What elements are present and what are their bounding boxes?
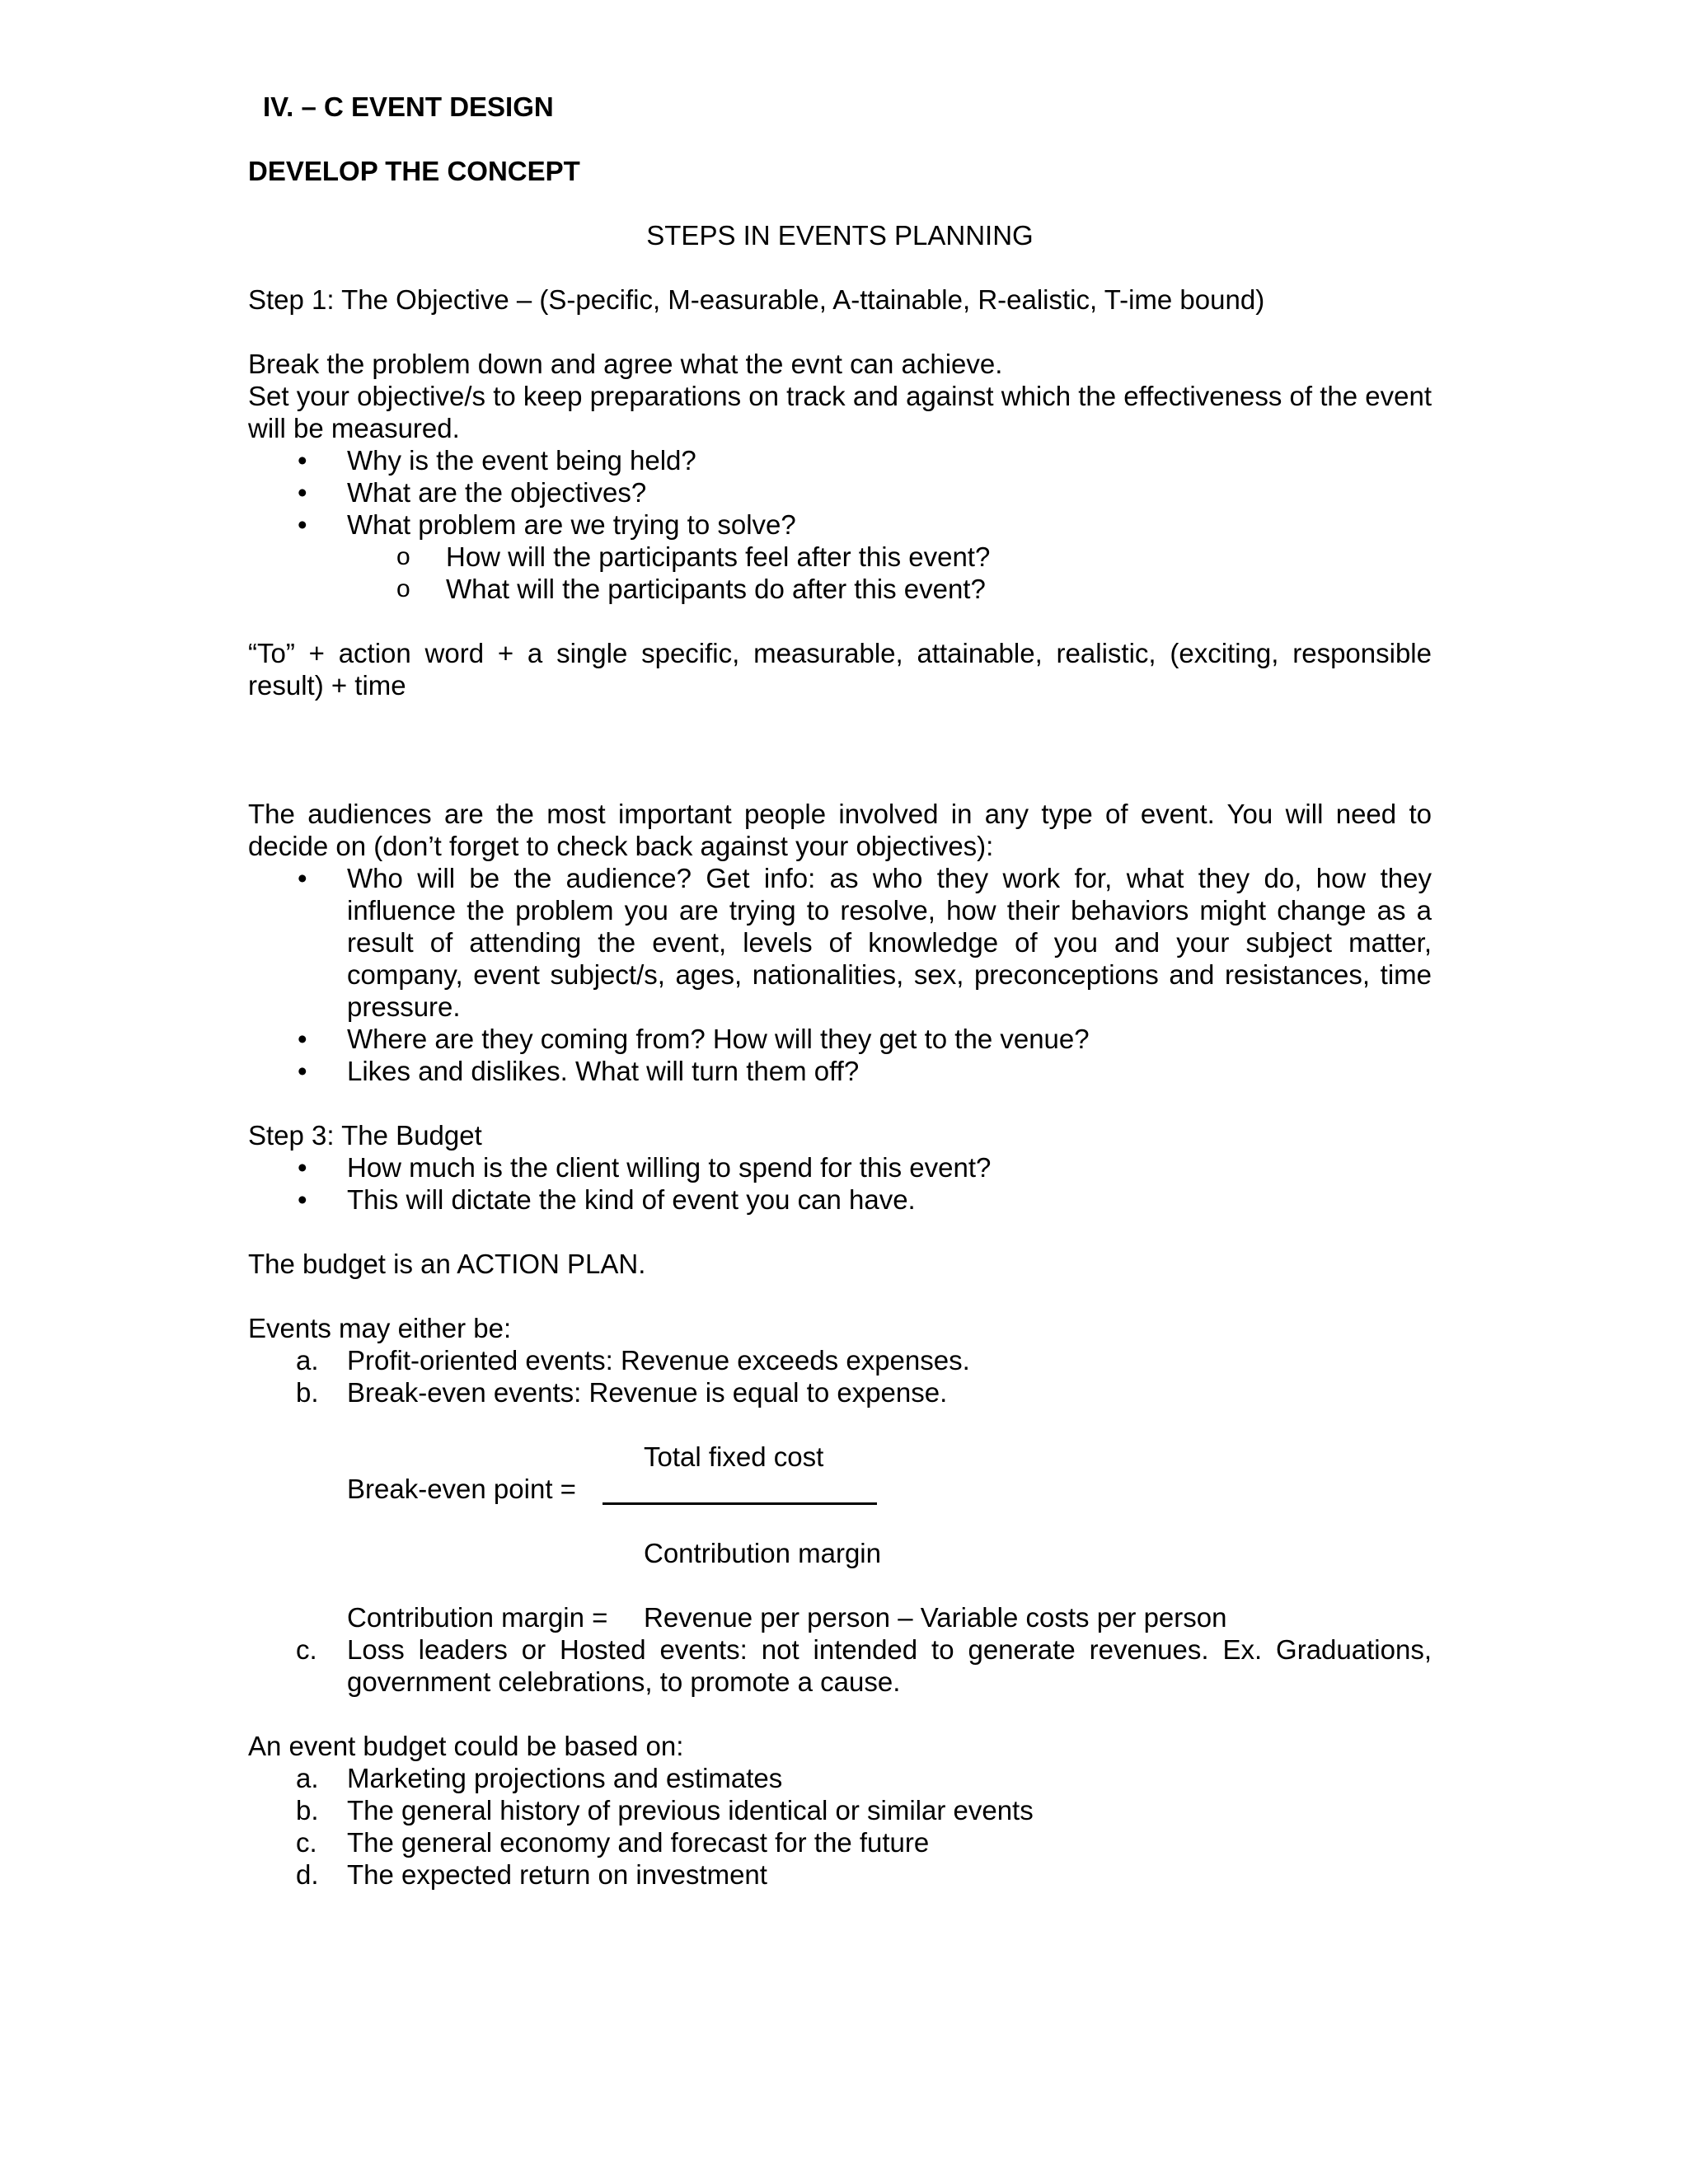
bullet-marker: • — [298, 1024, 307, 1054]
sub-list-item — [248, 573, 1432, 605]
list-marker: b. — [296, 1377, 319, 1408]
break-even-formula — [248, 1441, 1432, 1601]
section-heading: IV. – C EVENT DESIGN — [263, 91, 554, 122]
bullet-marker: • — [298, 863, 307, 893]
list-marker: a. — [296, 1763, 319, 1793]
formula-value: Revenue per person – Variable costs per person — [644, 1602, 1227, 1633]
step1-intro — [248, 348, 1432, 444]
formula-denominator: Contribution margin — [644, 1538, 881, 1568]
circle-marker: o — [396, 543, 410, 570]
step3-heading: Step 3: The Budget — [248, 1120, 482, 1151]
list-item — [248, 476, 1432, 509]
bullet-marker: • — [298, 477, 307, 508]
list-item — [248, 1344, 1432, 1376]
list-item — [248, 1794, 1432, 1826]
bullet-marker: • — [298, 445, 307, 476]
events-intro: Events may either be: — [248, 1313, 512, 1343]
event-type-list-continued — [248, 1633, 1432, 1698]
action-plan-text: The budget is an ACTION PLAN. — [248, 1249, 646, 1279]
list-item-text: Profit-oriented events: Revenue exceeds expenses. — [347, 1345, 970, 1376]
page-title: STEPS IN EVENTS PLANNING — [646, 220, 1034, 251]
step1-heading: Step 1: The Objective – (S-pecific, M-easurable, A-ttainable, R-ealistic, T-ime bound) — [248, 284, 1265, 315]
list-marker: b. — [296, 1795, 319, 1825]
list-item — [248, 1858, 1432, 1891]
list-item-text: Break-even events: Revenue is equal to expense. — [347, 1377, 948, 1408]
list-item-text: Marketing projections and estimates — [347, 1763, 783, 1793]
list-item-text: How much is the client willing to spend for this event? — [347, 1152, 992, 1183]
formula-label: Break-even point = — [347, 1474, 576, 1504]
list-item-text: How will the participants feel after this event? — [446, 541, 991, 572]
list-item-text: The general history of previous identical or similar events — [347, 1795, 1034, 1825]
bullet-marker: • — [298, 1184, 307, 1215]
list-item — [248, 509, 1432, 541]
bullet-marker: • — [298, 509, 307, 540]
list-item — [248, 1055, 1432, 1087]
list-item-text: What are the objectives? — [347, 477, 647, 508]
objective-formula: “To” + action word + a single specific, measurable, attainable, realistic, (exciting, responsible result) + time — [248, 638, 1432, 701]
list-item-text: The expected return on investment — [347, 1859, 767, 1890]
list-item-text: Loss leaders or Hosted events: not intended to generate revenues. Ex. Graduations, government celebrations, to promote a cause. — [347, 1634, 1432, 1697]
list-item — [248, 1826, 1432, 1858]
list-item-text: Likes and dislikes. What will turn them off? — [347, 1056, 860, 1086]
list-marker: c. — [296, 1634, 317, 1665]
list-item-text: This will dictate the kind of event you can have. — [347, 1184, 916, 1215]
list-item — [248, 1151, 1432, 1183]
list-item — [248, 1376, 1432, 1408]
bullet-marker: • — [298, 1152, 307, 1183]
budget-basis-intro: An event budget could be based on: — [248, 1731, 684, 1761]
document-page — [248, 91, 1432, 1891]
list-item-text: Where are they coming from? How will they get to the venue? — [347, 1024, 1090, 1054]
step1-bullet-list — [248, 444, 1432, 605]
budget-bullet-list — [248, 1151, 1432, 1216]
list-item — [248, 444, 1432, 476]
list-item — [248, 1633, 1432, 1698]
audience-bullet-list — [248, 862, 1432, 1087]
fraction-bar — [603, 1502, 877, 1505]
step1-intro-line2: Set your objective/s to keep preparations on track and against which the effectiveness of the event will be measured. — [248, 381, 1432, 443]
event-type-list — [248, 1344, 1432, 1408]
list-marker: a. — [296, 1345, 319, 1376]
list-marker: c. — [296, 1827, 317, 1858]
circle-marker: o — [396, 575, 410, 602]
step1-intro-line1: Break the problem down and agree what the evnt can achieve. — [248, 349, 1003, 379]
concept-heading: DEVELOP THE CONCEPT — [248, 156, 580, 186]
formula-numerator: Total fixed cost — [644, 1441, 824, 1472]
list-item — [248, 1183, 1432, 1216]
sub-list-item — [248, 541, 1432, 573]
contribution-margin-formula — [248, 1601, 1432, 1633]
list-item-text: Why is the event being held? — [347, 445, 696, 476]
formula-label: Contribution margin = — [347, 1602, 608, 1633]
audience-intro: The audiences are the most important people involved in any type of event. You will need to decide on (don’t forget to check back against your objectives): — [248, 799, 1432, 861]
list-item — [248, 1023, 1432, 1055]
list-item-text: What problem are we trying to solve? — [347, 509, 796, 540]
list-item-text: What will the participants do after this event? — [446, 574, 986, 604]
bullet-marker: • — [298, 1056, 307, 1086]
list-item — [248, 862, 1432, 1023]
list-item-text: Who will be the audience? Get info: as who they work for, what they do, how they influence the problem you are trying to resolve, how their behaviors might change as a result of attending the event, levels of knowledge of you and your subject matter, company, event subject/s, ages, nationalities, sex, preconceptions and resistances, time pressure. — [347, 863, 1432, 1022]
list-item — [248, 1762, 1432, 1794]
list-marker: d. — [296, 1859, 319, 1890]
budget-basis-list — [248, 1762, 1432, 1891]
list-item-text: The general economy and forecast for the future — [347, 1827, 930, 1858]
